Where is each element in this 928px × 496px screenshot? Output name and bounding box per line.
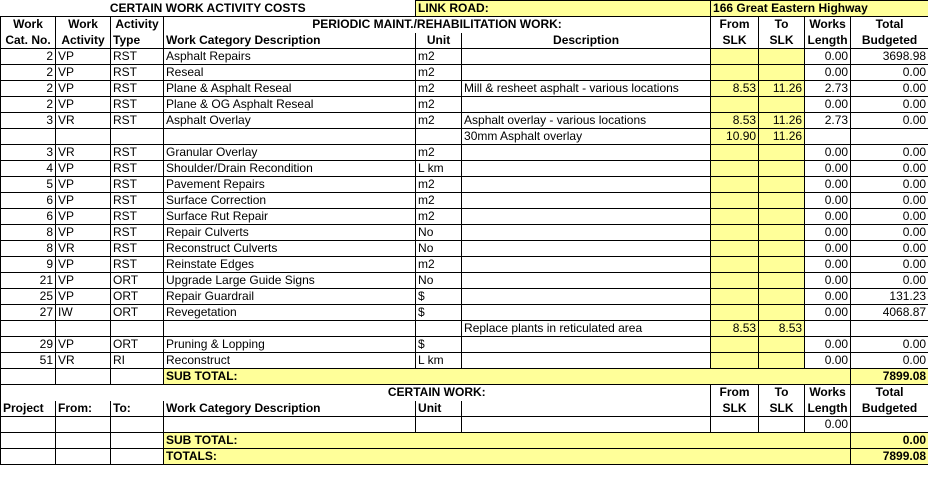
description-cell xyxy=(462,257,711,273)
works-length-cell: 0.00 xyxy=(805,353,851,369)
work-category-description-cell: Reinstate Edges xyxy=(164,257,416,273)
col-slk-to-header: SLK xyxy=(759,33,805,49)
description-cell xyxy=(462,225,711,241)
works-length-cell: 2.73 xyxy=(805,113,851,129)
header-row-1 xyxy=(1,17,928,33)
unit-cell: m2 xyxy=(416,209,462,225)
title-row xyxy=(1,1,928,17)
certain-length-header: Length xyxy=(805,401,851,417)
work-activity-cell: VP xyxy=(56,193,111,209)
works-length-cell: 0.00 xyxy=(805,225,851,241)
col-works-header: Works xyxy=(805,17,851,33)
table-row xyxy=(1,193,928,209)
table-row xyxy=(1,145,928,161)
total-budgeted-cell: 0.00 xyxy=(851,193,928,209)
table-row xyxy=(1,65,928,81)
unit-cell: m2 xyxy=(416,193,462,209)
total-budgeted-cell: 0.00 xyxy=(851,337,928,353)
col-total-header: Total xyxy=(851,17,928,33)
total-budgeted-cell xyxy=(851,129,928,145)
empty-cell xyxy=(1,369,56,385)
description-cell: Mill & resheet asphalt - various locations xyxy=(462,81,711,97)
certain-data-row xyxy=(1,417,928,433)
empty-cell xyxy=(1,433,56,449)
table-row xyxy=(1,321,928,337)
to-header: To: xyxy=(111,401,164,417)
to-slk-cell: 11.26 xyxy=(759,129,805,145)
empty-cell xyxy=(759,417,805,433)
empty-cell xyxy=(111,385,164,401)
activity-type-cell: RST xyxy=(111,209,164,225)
unit-cell: m2 xyxy=(416,257,462,273)
work-category-description-cell: Plane & OG Asphalt Reseal xyxy=(164,97,416,113)
works-length-cell: 2.73 xyxy=(805,81,851,97)
to-slk-cell xyxy=(759,337,805,353)
to-slk-cell xyxy=(759,49,805,65)
activity-type-cell: RST xyxy=(111,193,164,209)
work-activity-cell: VP xyxy=(56,49,111,65)
work-category-description-cell: Shoulder/Drain Recondition xyxy=(164,161,416,177)
periodic-section-title: PERIODIC MAINT./REHABILITATION WORK: xyxy=(164,17,711,33)
table-row xyxy=(1,113,928,129)
work-category-description-cell: Upgrade Large Guide Signs xyxy=(164,273,416,289)
empty-cell xyxy=(1,385,56,401)
to-slk-cell xyxy=(759,257,805,273)
work-cat-no-cell: 2 xyxy=(1,97,56,113)
unit-cell: m2 xyxy=(416,65,462,81)
work-category-description-cell: Surface Rut Repair xyxy=(164,209,416,225)
empty-cell xyxy=(56,369,111,385)
activity-type-cell: RST xyxy=(111,145,164,161)
activity-type-cell: ORT xyxy=(111,305,164,321)
activity-type-cell: RST xyxy=(111,81,164,97)
from-slk-cell xyxy=(711,289,759,305)
col-to-header: To xyxy=(759,17,805,33)
from-slk-cell xyxy=(711,161,759,177)
table-row xyxy=(1,257,928,273)
activity-type-cell: RI xyxy=(111,353,164,369)
total-budgeted-cell: 0.00 xyxy=(851,81,928,97)
total-budgeted-cell: 0.00 xyxy=(851,225,928,241)
work-activity-cell xyxy=(56,321,111,337)
total-budgeted-cell: 0.00 xyxy=(851,113,928,129)
activity-type-cell: RST xyxy=(111,257,164,273)
col-catno-header: Cat. No. xyxy=(1,33,56,49)
empty-cell xyxy=(56,417,111,433)
work-activity-cell xyxy=(56,129,111,145)
col-wcd-header: Work Category Description xyxy=(164,33,416,49)
work-activity-cell: VP xyxy=(56,257,111,273)
certain-header-row-1 xyxy=(1,385,928,401)
works-length-cell: 0.00 xyxy=(805,97,851,113)
col-activity2-header: Activity xyxy=(56,33,111,49)
certain-header-row-2 xyxy=(1,401,928,417)
description-cell xyxy=(462,145,711,161)
table-row xyxy=(1,129,928,145)
certain-to-header: To xyxy=(759,385,805,401)
activity-type-cell: RST xyxy=(111,49,164,65)
col-desc-header: Description xyxy=(462,33,711,49)
unit-cell: m2 xyxy=(416,113,462,129)
description-cell xyxy=(462,49,711,65)
total-budgeted-cell: 0.00 xyxy=(851,257,928,273)
unit-cell: L km xyxy=(416,161,462,177)
to-slk-cell xyxy=(759,353,805,369)
empty-cell xyxy=(711,417,759,433)
to-slk-cell xyxy=(759,273,805,289)
work-activity-cell: VP xyxy=(56,289,111,305)
works-length-cell: 0.00 xyxy=(805,65,851,81)
to-slk-cell xyxy=(759,145,805,161)
certain-total-header: Total xyxy=(851,385,928,401)
work-category-description-cell: Repair Guardrail xyxy=(164,289,416,305)
work-category-description-cell: Reseal xyxy=(164,65,416,81)
description-cell xyxy=(462,289,711,305)
certain-works-header: Works xyxy=(805,385,851,401)
unit-cell: m2 xyxy=(416,97,462,113)
description-cell xyxy=(462,65,711,81)
work-category-description-cell: Pruning & Lopping xyxy=(164,337,416,353)
work-cat-no-cell: 3 xyxy=(1,145,56,161)
description-cell xyxy=(462,209,711,225)
work-cat-no-cell: 6 xyxy=(1,209,56,225)
work-cat-no-cell: 21 xyxy=(1,273,56,289)
work-cat-no-cell: 6 xyxy=(1,193,56,209)
works-length-cell: 0.00 xyxy=(805,177,851,193)
work-cat-no-cell: 25 xyxy=(1,289,56,305)
work-activity-cell: VP xyxy=(56,65,111,81)
page-title: CERTAIN WORK ACTIVITY COSTS xyxy=(109,0,306,15)
works-length-cell: 0.00 xyxy=(805,337,851,353)
work-activity-cell: VR xyxy=(56,241,111,257)
total-budgeted-cell: 4068.87 xyxy=(851,305,928,321)
total-budgeted-cell: 0.00 xyxy=(851,273,928,289)
work-category-description-cell: Repair Culverts xyxy=(164,225,416,241)
work-activity-cell: VP xyxy=(56,273,111,289)
total-budgeted-cell: 0.00 xyxy=(851,145,928,161)
certain-budgeted-header: Budgeted xyxy=(851,401,928,417)
from-slk-cell xyxy=(711,193,759,209)
from-slk-cell: 8.53 xyxy=(711,321,759,337)
subtotal2-row xyxy=(1,433,928,449)
description-cell xyxy=(462,177,711,193)
work-cat-no-cell xyxy=(1,321,56,337)
col-slk-from-header: SLK xyxy=(711,33,759,49)
empty-cell xyxy=(462,401,711,417)
from-slk-cell xyxy=(711,49,759,65)
activity-type-cell: ORT xyxy=(111,337,164,353)
work-activity-cell: VR xyxy=(56,145,111,161)
works-length-cell: 0.00 xyxy=(805,273,851,289)
work-category-description-cell: Reconstruct Culverts xyxy=(164,241,416,257)
subtotal2-value: 0.00 xyxy=(851,433,928,449)
empty-cell xyxy=(462,417,711,433)
work-cat-no-cell: 2 xyxy=(1,65,56,81)
certain-slk-to-header: SLK xyxy=(759,401,805,417)
works-length-cell: 0.00 xyxy=(805,209,851,225)
unit-cell: m2 xyxy=(416,49,462,65)
total-budgeted-cell: 0.00 xyxy=(851,353,928,369)
col-unit-header: Unit xyxy=(416,33,462,49)
works-length-cell: 0.00 xyxy=(805,49,851,65)
to-slk-cell xyxy=(759,193,805,209)
certain-unit-header: Unit xyxy=(416,401,462,417)
work-activity-cell: VP xyxy=(56,97,111,113)
table-row xyxy=(1,241,928,257)
unit-cell: No xyxy=(416,273,462,289)
from-slk-cell xyxy=(711,273,759,289)
activity-type-cell: ORT xyxy=(111,289,164,305)
empty-cell xyxy=(56,433,111,449)
from-slk-cell xyxy=(711,177,759,193)
works-length-cell: 0.00 xyxy=(805,289,851,305)
to-slk-cell xyxy=(759,65,805,81)
empty-cell xyxy=(111,433,164,449)
work-activity-cell: VR xyxy=(56,353,111,369)
works-length-cell: 0.00 xyxy=(805,145,851,161)
unit-cell xyxy=(416,321,462,337)
work-category-description-cell xyxy=(164,129,416,145)
work-cat-no-cell: 9 xyxy=(1,257,56,273)
certain-slk-from-header: SLK xyxy=(711,401,759,417)
to-slk-cell xyxy=(759,241,805,257)
works-length-cell: 0.00 xyxy=(805,161,851,177)
total-budgeted-cell: 131.23 xyxy=(851,289,928,305)
from-header: From: xyxy=(56,401,111,417)
description-cell xyxy=(462,353,711,369)
link-road-value: 166 Great Eastern Highway xyxy=(711,1,928,17)
certain-length-value: 0.00 xyxy=(805,417,851,433)
col-budgeted-header: Budgeted xyxy=(851,33,928,49)
description-cell xyxy=(462,161,711,177)
activity-type-cell: RST xyxy=(111,161,164,177)
works-length-cell: 0.00 xyxy=(805,305,851,321)
table-row xyxy=(1,49,928,65)
subtotal2-label: SUB TOTAL: xyxy=(164,433,851,449)
empty-cell xyxy=(111,449,164,465)
unit-cell: $ xyxy=(416,337,462,353)
description-cell xyxy=(462,273,711,289)
unit-cell: No xyxy=(416,241,462,257)
table-row xyxy=(1,337,928,353)
unit-cell: $ xyxy=(416,289,462,305)
unit-cell: L km xyxy=(416,353,462,369)
empty-cell xyxy=(851,417,928,433)
certain-from-header: From xyxy=(711,385,759,401)
to-slk-cell: 11.26 xyxy=(759,81,805,97)
work-cat-no-cell xyxy=(1,129,56,145)
description-cell xyxy=(462,97,711,113)
activity-type-cell: RST xyxy=(111,177,164,193)
work-cat-no-cell: 51 xyxy=(1,353,56,369)
totals-value: 7899.08 xyxy=(851,449,928,465)
table-row xyxy=(1,161,928,177)
description-cell xyxy=(462,305,711,321)
activity-type-cell: ORT xyxy=(111,273,164,289)
certain-section-title: CERTAIN WORK: xyxy=(164,385,711,401)
total-budgeted-cell: 0.00 xyxy=(851,65,928,81)
empty-cell xyxy=(1,417,56,433)
project-header: Project xyxy=(1,401,56,417)
description-cell: 30mm Asphalt overlay xyxy=(462,129,711,145)
table-row xyxy=(1,305,928,321)
total-budgeted-cell: 0.00 xyxy=(851,161,928,177)
unit-cell: m2 xyxy=(416,177,462,193)
description-cell xyxy=(462,337,711,353)
activity-type-cell xyxy=(111,321,164,337)
work-category-description-cell: Asphalt Overlay xyxy=(164,113,416,129)
empty-cell xyxy=(111,417,164,433)
header-row-2 xyxy=(1,33,928,49)
col-from-header: From xyxy=(711,17,759,33)
works-length-cell: 0.00 xyxy=(805,193,851,209)
from-slk-cell xyxy=(711,241,759,257)
to-slk-cell xyxy=(759,225,805,241)
from-slk-cell xyxy=(711,65,759,81)
empty-cell xyxy=(111,369,164,385)
work-cat-no-cell: 2 xyxy=(1,49,56,65)
activity-type-cell: RST xyxy=(111,225,164,241)
from-slk-cell xyxy=(711,145,759,161)
work-activity-cell: VR xyxy=(56,113,111,129)
activity-type-cell xyxy=(111,129,164,145)
work-activity-cell: VP xyxy=(56,225,111,241)
work-category-description-cell: Granular Overlay xyxy=(164,145,416,161)
to-slk-cell xyxy=(759,305,805,321)
from-slk-cell: 10.90 xyxy=(711,129,759,145)
description-cell xyxy=(462,193,711,209)
certain-wcd-header: Work Category Description xyxy=(164,401,416,417)
work-cat-no-cell: 29 xyxy=(1,337,56,353)
works-length-cell: 0.00 xyxy=(805,257,851,273)
work-activity-cell: VP xyxy=(56,177,111,193)
col-work-header: Work xyxy=(1,17,56,33)
empty-cell xyxy=(416,417,462,433)
work-category-description-cell: Surface Correction xyxy=(164,193,416,209)
work-activity-cell: VP xyxy=(56,81,111,97)
to-slk-cell xyxy=(759,177,805,193)
table-row xyxy=(1,289,928,305)
work-cat-no-cell: 3 xyxy=(1,113,56,129)
unit-cell: $ xyxy=(416,305,462,321)
total-budgeted-cell: 0.00 xyxy=(851,241,928,257)
unit-cell: No xyxy=(416,225,462,241)
total-budgeted-cell: 3698.98 xyxy=(851,49,928,65)
work-cat-no-cell: 8 xyxy=(1,225,56,241)
table-row xyxy=(1,225,928,241)
totals-row xyxy=(1,449,928,465)
col-work-activity-header: Work xyxy=(56,17,111,33)
to-slk-cell: 8.53 xyxy=(759,321,805,337)
total-budgeted-cell: 0.00 xyxy=(851,97,928,113)
description-cell: Asphalt overlay - various locations xyxy=(462,113,711,129)
work-activity-cell: IW xyxy=(56,305,111,321)
total-budgeted-cell: 0.00 xyxy=(851,209,928,225)
activity-type-cell: RST xyxy=(111,97,164,113)
subtotal-value: 7899.08 xyxy=(851,369,928,385)
table-row xyxy=(1,97,928,113)
subtotal-row xyxy=(1,369,928,385)
from-slk-cell xyxy=(711,257,759,273)
work-category-description-cell: Plane & Asphalt Reseal xyxy=(164,81,416,97)
unit-cell: m2 xyxy=(416,145,462,161)
work-category-description-cell: Pavement Repairs xyxy=(164,177,416,193)
col-length-header: Length xyxy=(805,33,851,49)
unit-cell xyxy=(416,129,462,145)
subtotal-label: SUB TOTAL: xyxy=(164,369,851,385)
from-slk-cell xyxy=(711,209,759,225)
table-row xyxy=(1,81,928,97)
activity-type-cell: RST xyxy=(111,241,164,257)
to-slk-cell: 11.26 xyxy=(759,113,805,129)
total-budgeted-cell xyxy=(851,321,928,337)
work-cat-no-cell: 27 xyxy=(1,305,56,321)
description-cell: Replace plants in reticulated area xyxy=(462,321,711,337)
activity-type-cell: RST xyxy=(111,65,164,81)
from-slk-cell: 8.53 xyxy=(711,113,759,129)
from-slk-cell: 8.53 xyxy=(711,81,759,97)
total-budgeted-cell: 0.00 xyxy=(851,177,928,193)
work-category-description-cell xyxy=(164,321,416,337)
work-activity-cell: VP xyxy=(56,337,111,353)
works-length-cell xyxy=(805,129,851,145)
work-category-description-cell: Revegetation xyxy=(164,305,416,321)
from-slk-cell xyxy=(711,353,759,369)
work-category-description-cell: Reconstruct xyxy=(164,353,416,369)
activity-type-cell: RST xyxy=(111,113,164,129)
to-slk-cell xyxy=(759,161,805,177)
work-cat-no-cell: 4 xyxy=(1,161,56,177)
empty-cell xyxy=(1,449,56,465)
col-activity-header: Activity xyxy=(111,17,164,33)
empty-cell xyxy=(164,417,416,433)
table-row xyxy=(1,177,928,193)
unit-cell: m2 xyxy=(416,81,462,97)
table-row xyxy=(1,273,928,289)
description-cell xyxy=(462,241,711,257)
work-cat-no-cell: 5 xyxy=(1,177,56,193)
totals-label: TOTALS: xyxy=(164,449,851,465)
to-slk-cell xyxy=(759,289,805,305)
to-slk-cell xyxy=(759,209,805,225)
table-row xyxy=(1,353,928,369)
to-slk-cell xyxy=(759,97,805,113)
empty-cell xyxy=(56,385,111,401)
link-road-label: LINK ROAD: xyxy=(416,1,711,17)
from-slk-cell xyxy=(711,97,759,113)
work-category-description-cell: Asphalt Repairs xyxy=(164,49,416,65)
table-row xyxy=(1,209,928,225)
work-activity-cell: VP xyxy=(56,161,111,177)
from-slk-cell xyxy=(711,305,759,321)
works-length-cell: 0.00 xyxy=(805,241,851,257)
empty-cell xyxy=(56,449,111,465)
works-length-cell xyxy=(805,321,851,337)
from-slk-cell xyxy=(711,225,759,241)
work-activity-cell: VP xyxy=(56,209,111,225)
from-slk-cell xyxy=(711,337,759,353)
work-cat-no-cell: 2 xyxy=(1,81,56,97)
work-cat-no-cell: 8 xyxy=(1,241,56,257)
col-type-header: Type xyxy=(111,33,164,49)
